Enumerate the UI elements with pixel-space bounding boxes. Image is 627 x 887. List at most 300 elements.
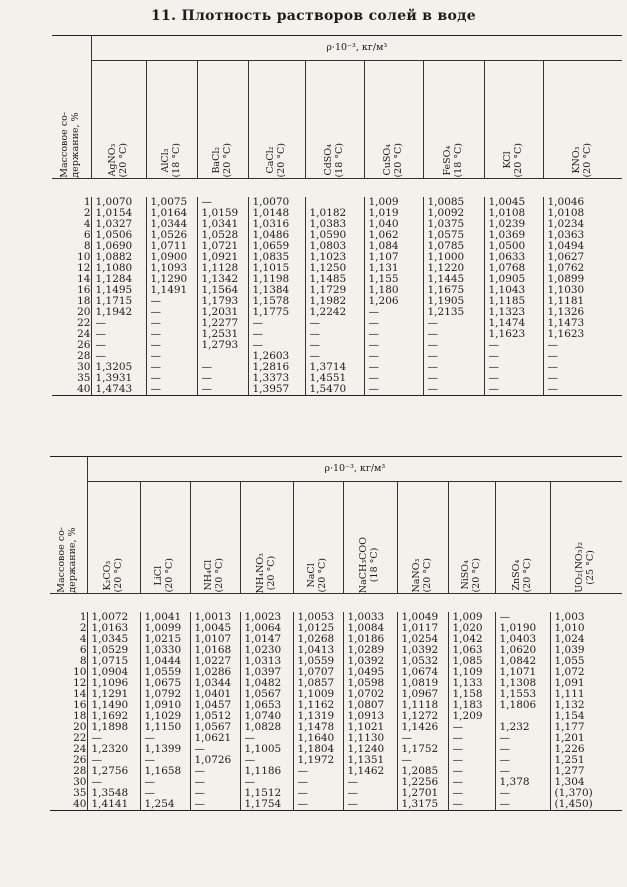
density-cell: 1,0341 [201, 218, 239, 230]
density-cell: 1,0072 [91, 611, 129, 623]
table2-col-header: K₂CO₃ (20 °C) [87, 482, 140, 594]
density-cell: 1,0268 [297, 633, 335, 645]
density-cell: — [368, 339, 379, 351]
density-cell: 1,277 [554, 765, 585, 777]
density-cell: 1,0711 [150, 240, 188, 252]
density-cell: — [252, 339, 263, 351]
table2-data-column [397, 612, 448, 811]
density-cell: 1,2135 [427, 306, 465, 318]
density-cell: 1,251 [554, 754, 585, 766]
density-cell: 1,0715 [91, 655, 129, 667]
density-cell: — [488, 372, 499, 384]
density-cell: 1,0721 [201, 240, 239, 252]
table1-unit-header: ρ·10⁻³, кг/м³ [91, 36, 622, 61]
density-cell: 1,3548 [91, 787, 129, 799]
density-cell: — [244, 776, 255, 788]
density-cell: 1,0500 [488, 240, 526, 252]
density-cell: 1,0803 [309, 240, 347, 252]
density-cell: 1,177 [554, 721, 585, 733]
density-cell: 1,1478 [297, 721, 335, 733]
density-cell: 1,111 [554, 688, 585, 700]
table2-data-column [293, 612, 343, 811]
percent-cell: 6 [79, 644, 87, 656]
density-cell: 1,0567 [194, 721, 232, 733]
density-cell: 1,0154 [95, 207, 133, 219]
table1-col-header: CdSO₄ (18 °C) [305, 61, 364, 179]
density-cell: — [95, 350, 106, 362]
percent-cell: 8 [83, 240, 91, 252]
density-cell: 1,0590 [309, 229, 347, 241]
density-cell: 1,0482 [244, 677, 282, 689]
density-cell: — [144, 754, 155, 766]
percent-cell: 12 [73, 677, 87, 689]
density-cell: — [452, 732, 463, 744]
density-cell: 1,1080 [95, 262, 133, 274]
density-cell: 1,0899 [547, 273, 585, 285]
density-cell: — [150, 372, 161, 384]
density-cell: — [452, 743, 463, 755]
density-cell: 1,0363 [547, 229, 585, 241]
table1-col-header: KCl (20 °C) [484, 61, 543, 179]
density-cell: 1,0526 [150, 229, 188, 241]
density-cell: 1,0148 [252, 207, 290, 219]
density-cell: 1,131 [368, 262, 399, 274]
density-cell: — [150, 295, 161, 307]
density-cell: 1,0444 [144, 655, 182, 667]
density-cell: 1,0702 [347, 688, 385, 700]
density-cell: 1,4743 [95, 383, 133, 395]
density-cell: 1,1658 [144, 765, 182, 777]
density-cell: 1,1754 [244, 798, 282, 810]
density-cell: — [244, 754, 255, 766]
table1-data-column [364, 197, 423, 396]
percent-cell: 18 [77, 295, 91, 307]
density-cell: 1,0099 [144, 622, 182, 634]
density-cell: 1,019 [368, 207, 399, 219]
percent-cell: 20 [77, 306, 91, 318]
density-cell: 1,0904 [91, 666, 129, 678]
density-cell: 1,107 [368, 251, 399, 263]
density-cell: 1,1982 [309, 295, 347, 307]
density-cell: — [244, 732, 255, 744]
density-cell: 1,1806 [499, 699, 537, 711]
density-cell: 1,0857 [297, 677, 335, 689]
density-cell: 1,1490 [91, 699, 129, 711]
density-cell: — [95, 317, 106, 329]
density-cell: 1,0621 [194, 732, 232, 744]
density-cell: 1,1326 [547, 306, 585, 318]
table2-col-header: NiSO₄ (20 °C) [448, 482, 495, 594]
density-cell: 1,1793 [201, 295, 239, 307]
density-cell: — [427, 317, 438, 329]
density-cell: — [150, 317, 161, 329]
density-cell: — [452, 787, 463, 799]
density-cell: 1,1564 [201, 284, 239, 296]
density-cell: 1,0457 [194, 699, 232, 711]
density-cell: — [368, 383, 379, 395]
density-cell: — [427, 361, 438, 373]
density-cell: 1,3175 [401, 798, 439, 810]
density-cell: — [297, 798, 308, 810]
percent-cell: 10 [77, 251, 91, 263]
percent-cell: 40 [77, 383, 91, 395]
density-cell: 1,0049 [401, 611, 439, 623]
density-cell: 1,0107 [194, 633, 232, 645]
density-cell: 1,1015 [252, 262, 290, 274]
density-cell: — [452, 754, 463, 766]
density-cell: — [201, 383, 212, 395]
table2-col-header: NH₄NO₃ (20 °C) [240, 482, 293, 594]
density-cell: 1,1005 [244, 743, 282, 755]
density-cell: 1,0345 [91, 633, 129, 645]
density-cell: — [499, 611, 510, 623]
table1-col-header: KNO₃ (20 °C) [543, 61, 622, 179]
density-cell: 1,2256 [401, 776, 439, 788]
density-cell: 1,0070 [95, 196, 133, 208]
density-cell: 1,2793 [201, 339, 239, 351]
percent-cell: 22 [73, 732, 87, 744]
percent-cell: 8 [79, 655, 87, 667]
percent-cell: 28 [77, 350, 91, 362]
density-cell: — [201, 196, 212, 208]
density-cell: — [368, 350, 379, 362]
density-cell: 1,1071 [499, 666, 537, 678]
table2-col-header: UO₂(NO₃)₂ (25 °C) [550, 482, 622, 594]
table2-data-column [140, 612, 190, 811]
density-cell: 1,0163 [91, 622, 129, 634]
density-cell: 1,009 [452, 611, 483, 623]
density-cell: 1,1512 [244, 787, 282, 799]
density-cell: — [499, 732, 510, 744]
percent-cell: 14 [77, 273, 91, 285]
density-cell: 1,0046 [547, 196, 585, 208]
density-cell: — [427, 372, 438, 384]
density-cell: 1,1692 [91, 710, 129, 722]
density-cell: 1,0344 [150, 218, 188, 230]
density-cell: 1,0674 [401, 666, 439, 678]
density-cell: 1,0726 [194, 754, 232, 766]
density-cell: — [144, 787, 155, 799]
percent-cell: 24 [73, 743, 87, 755]
density-cell: 1,1323 [488, 306, 526, 318]
density-cell: 1,2277 [201, 317, 239, 329]
density-cell: 1,3957 [252, 383, 290, 395]
density-cell: 1,1009 [297, 688, 335, 700]
percent-cell: 16 [77, 284, 91, 296]
percent-cell: 16 [73, 699, 87, 711]
density-cell: 1,232 [499, 721, 530, 733]
density-cell: 1,062 [368, 229, 399, 241]
density-cell: (1,370) [554, 787, 593, 799]
density-cell: 1,0762 [547, 262, 585, 274]
table1-col-header: BaCl₂ (20 °C) [197, 61, 248, 179]
density-cell: 1,0495 [347, 666, 385, 678]
density-cell: 1,4551 [309, 372, 347, 384]
density-cell: 1,0117 [401, 622, 439, 634]
density-cell: — [427, 328, 438, 340]
density-cell: 1,1553 [499, 688, 537, 700]
density-cell: — [95, 339, 106, 351]
density-cell: 1,254 [144, 798, 175, 810]
percent-cell: 35 [77, 372, 91, 384]
density-cell: 1,1291 [91, 688, 129, 700]
density-cell: 1,3931 [95, 372, 133, 384]
density-cell: 1,1804 [297, 743, 335, 755]
density-cell: 1,0045 [488, 196, 526, 208]
table2-data-column [550, 612, 622, 811]
density-cell: 1,1905 [427, 295, 465, 307]
density-cell: 1,0375 [427, 218, 465, 230]
density-cell: 1,085 [452, 655, 483, 667]
table1-data-column [423, 197, 484, 396]
density-cell: 1,0506 [95, 229, 133, 241]
table1-col-header: AlCl₃ (18 °C) [146, 61, 197, 179]
density-cell: 1,1578 [252, 295, 290, 307]
density-cell: — [194, 787, 205, 799]
density-cell: 1,1181 [547, 295, 585, 307]
table2-data-column [495, 612, 550, 811]
density-cell: 1,0967 [401, 688, 439, 700]
density-cell: 1,0494 [547, 240, 585, 252]
density-cell: 1,1729 [309, 284, 347, 296]
table2-col-header: NaCH₃COO (18 °C) [343, 482, 397, 594]
percent-cell: 12 [77, 262, 91, 274]
table2-data-column [343, 612, 397, 811]
density-cell: — [347, 798, 358, 810]
table1-data-column [146, 197, 197, 396]
density-cell: — [347, 776, 358, 788]
table2-col-header: NaCl (20 °C) [293, 482, 343, 594]
density-cell: 1,4141 [91, 798, 129, 810]
density-cell: 1,0125 [297, 622, 335, 634]
density-cell: — [368, 328, 379, 340]
density-cell: 1,0383 [309, 218, 347, 230]
density-cell: 1,0768 [488, 262, 526, 274]
percent-cell: 2 [79, 622, 87, 634]
density-cell: 1,0108 [547, 207, 585, 219]
percent-cell: 30 [77, 361, 91, 373]
density-cell: 1,0532 [401, 655, 439, 667]
page-title: 11. Плотность растворов солей в воде [151, 8, 476, 24]
density-cell: 1,0159 [201, 207, 239, 219]
density-cell: — [309, 339, 320, 351]
density-cell: 1,010 [554, 622, 585, 634]
percent-cell: 4 [83, 218, 91, 230]
density-cell: 1,0675 [144, 677, 182, 689]
density-cell: — [368, 317, 379, 329]
density-cell: — [144, 732, 155, 744]
density-cell: 1,0286 [194, 666, 232, 678]
density-cell: 1,1972 [297, 754, 335, 766]
density-cell: 1,226 [554, 743, 585, 755]
density-cell: — [252, 328, 263, 340]
density-cell: — [309, 350, 320, 362]
density-cell: 1,0785 [427, 240, 465, 252]
density-cell: 1,0575 [427, 229, 465, 241]
density-cell: 1,0913 [347, 710, 385, 722]
table2-mass-header: Массовое со- держание, % [50, 482, 87, 594]
density-cell: 1,0064 [244, 622, 282, 634]
density-cell: 1,0620 [499, 644, 537, 656]
density-cell: — [488, 383, 499, 395]
density-cell: — [150, 350, 161, 362]
density-cell: 1,155 [368, 273, 399, 285]
density-cell: — [488, 361, 499, 373]
density-cell: 1,0413 [297, 644, 335, 656]
density-cell: 1,0529 [91, 644, 129, 656]
percent-cell: 10 [73, 666, 87, 678]
density-cell: 1,0740 [244, 710, 282, 722]
table1-col-header: CaCl₂ (20 °C) [248, 61, 305, 179]
density-cell: — [194, 765, 205, 777]
density-cell: — [194, 798, 205, 810]
density-cell: 1,1043 [488, 284, 526, 296]
table2-corner [50, 457, 87, 482]
density-cell: 1,1462 [347, 765, 385, 777]
density-cell: 1,304 [554, 776, 585, 788]
density-cell: 1,0075 [150, 196, 188, 208]
density-table-1 [52, 35, 622, 396]
density-cell: 1,3714 [309, 361, 347, 373]
density-cell: 1,1130 [347, 732, 385, 744]
density-cell: 1,0921 [201, 251, 239, 263]
density-cell: 1,1445 [427, 273, 465, 285]
density-cell: — [427, 339, 438, 351]
density-cell: 1,0092 [427, 207, 465, 219]
density-cell: 1,2531 [201, 328, 239, 340]
density-cell: 1,1752 [401, 743, 439, 755]
density-cell: 1,3373 [252, 372, 290, 384]
density-cell: — [452, 798, 463, 810]
density-cell: 1,0070 [252, 196, 290, 208]
density-cell: — [297, 787, 308, 799]
density-cell: 1,1640 [297, 732, 335, 744]
density-cell: 1,1384 [252, 284, 290, 296]
density-cell: 1,024 [554, 633, 585, 645]
density-cell: — [368, 361, 379, 373]
percent-cell: 26 [73, 754, 87, 766]
density-cell: 1,1186 [244, 765, 282, 777]
density-cell: — [547, 339, 558, 351]
density-cell: 1,180 [368, 284, 399, 296]
density-cell: 1,0327 [95, 218, 133, 230]
density-cell: 1,132 [554, 699, 585, 711]
density-cell: — [368, 306, 379, 318]
density-cell: 1,2031 [201, 306, 239, 318]
density-cell: — [547, 383, 558, 395]
percent-cell: 20 [73, 721, 87, 733]
density-cell: 1,0392 [347, 655, 385, 667]
density-cell: 1,109 [452, 666, 483, 678]
density-cell: 1,0882 [95, 251, 133, 263]
density-cell: 1,0190 [499, 622, 537, 634]
density-cell: 1,1000 [427, 251, 465, 263]
density-cell: 1,0559 [144, 666, 182, 678]
density-cell: 1,1029 [144, 710, 182, 722]
density-cell: 1,0512 [194, 710, 232, 722]
percent-cell: 2 [83, 207, 91, 219]
density-cell: 1,039 [554, 644, 585, 656]
table2-data-column [240, 612, 293, 811]
density-cell: 1,0108 [488, 207, 526, 219]
density-cell: — [201, 361, 212, 373]
density-cell: 1,0403 [499, 633, 537, 645]
density-cell: 1,2603 [252, 350, 290, 362]
density-cell: 1,1942 [95, 306, 133, 318]
density-cell: — [150, 361, 161, 373]
density-cell: 1,0084 [347, 622, 385, 634]
table1-col-header: CuSO₄ (20 °C) [364, 61, 423, 179]
density-cell: 1,0905 [488, 273, 526, 285]
table1-data-column [484, 197, 543, 396]
table2-data-column [448, 612, 495, 811]
table1-data-column [543, 197, 622, 396]
density-cell: 1,0397 [244, 666, 282, 678]
density-cell: 1,1185 [488, 295, 526, 307]
table1-percent-column [52, 197, 91, 396]
density-cell: 1,0254 [401, 633, 439, 645]
density-cell: 1,0041 [144, 611, 182, 623]
density-cell: — [297, 776, 308, 788]
density-cell: 1,0807 [347, 699, 385, 711]
density-cell: 1,1284 [95, 273, 133, 285]
density-cell: 1,209 [452, 710, 483, 722]
density-cell: 1,1198 [252, 273, 290, 285]
table1-mass-header: Массовое со- держание, % [52, 61, 91, 179]
density-cell: — [499, 798, 510, 810]
table1-col-header: AgNO₃ (20 °C) [91, 61, 146, 179]
density-cell: — [91, 754, 102, 766]
percent-cell: 1 [79, 611, 87, 623]
density-cell: 1,0369 [488, 229, 526, 241]
density-cell: — [547, 350, 558, 362]
density-cell: 1,201 [554, 732, 585, 744]
table1-data-column [91, 197, 146, 396]
density-cell: 1,063 [452, 644, 483, 656]
percent-cell: 26 [77, 339, 91, 351]
table2-unit-header: ρ·10⁻³, кг/м³ [87, 457, 622, 482]
density-cell: 1,0344 [194, 677, 232, 689]
density-cell: — [452, 721, 463, 733]
density-cell: 1,2756 [91, 765, 129, 777]
percent-cell: 30 [73, 776, 87, 788]
table2-col-header: NaNO₃ (20 °C) [397, 482, 448, 594]
percent-cell: 18 [73, 710, 87, 722]
density-cell: 1,009 [368, 196, 399, 208]
density-cell: 1,0316 [252, 218, 290, 230]
density-cell: 1,183 [452, 699, 483, 711]
density-cell: 1,0168 [194, 644, 232, 656]
density-cell: 1,2701 [401, 787, 439, 799]
density-cell: — [427, 350, 438, 362]
density-cell: 1,0013 [194, 611, 232, 623]
density-cell: 1,1715 [95, 295, 133, 307]
density-cell: 1,3205 [95, 361, 133, 373]
density-cell: 1,1485 [309, 273, 347, 285]
density-cell: 1,0230 [244, 644, 282, 656]
density-cell: 1,133 [452, 677, 483, 689]
density-cell: 1,003 [554, 611, 585, 623]
table2-data-column [87, 612, 140, 811]
density-cell: 1,0147 [244, 633, 282, 645]
density-cell: 1,154 [554, 710, 585, 722]
density-cell: 1,0182 [309, 207, 347, 219]
density-cell: 1,0045 [194, 622, 232, 634]
density-cell: — [309, 328, 320, 340]
density-cell: 1,0828 [244, 721, 282, 733]
density-cell: 1,1473 [547, 317, 585, 329]
density-cell: — [91, 776, 102, 788]
